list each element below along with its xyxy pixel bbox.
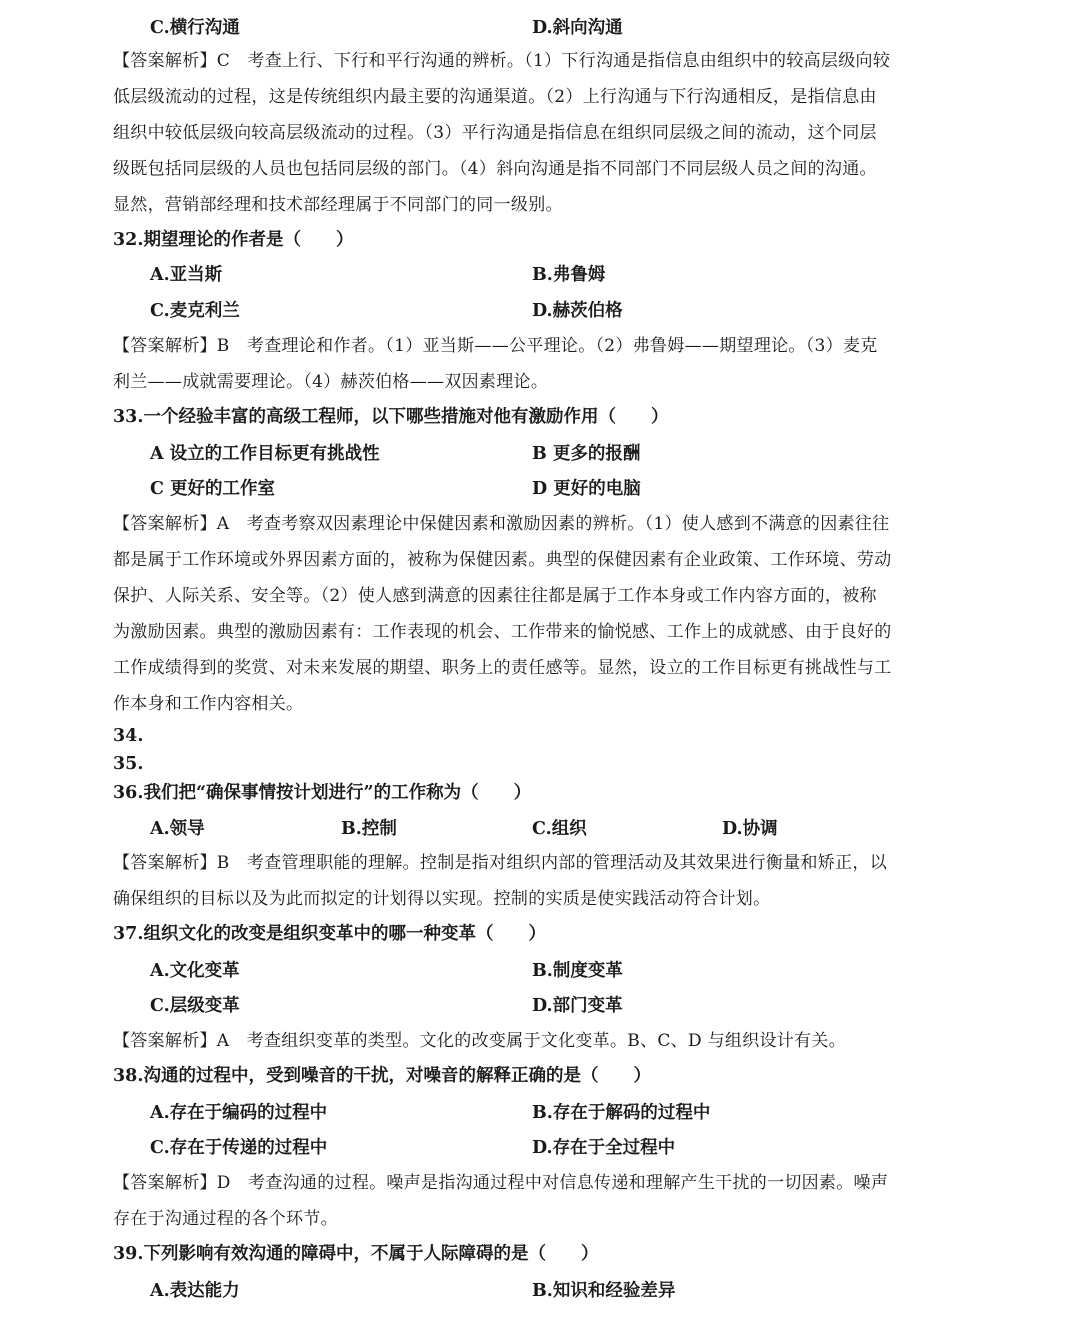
option-d: D.协调 bbox=[722, 819, 778, 839]
option-d: D.赫茨伯格 bbox=[532, 301, 623, 321]
option-b: B.知识和经验差异 bbox=[532, 1281, 676, 1301]
answer-explanation-line: 【答案解析】A 考查组织变革的类型。文化的改变属于文化变革。B、C、D 与组织设计有关。 bbox=[113, 1031, 847, 1051]
option-a: A.领导 bbox=[150, 819, 205, 839]
question-37: 37.组织文化的改变是组织变革中的哪一种变革（ ） bbox=[113, 924, 546, 944]
answer-explanation-line: 低层级流动的过程，这是传统组织内最主要的沟通渠道。（2）上行沟通与下行沟通相反，是指信息由 bbox=[113, 87, 877, 107]
answer-explanation-line: 【答案解析】B 考查理论和作者。（1）亚当斯——公平理论。（2）弗鲁姆——期望理论。（3）麦克 bbox=[113, 336, 878, 356]
option-a: A 设立的工作目标更有挑战性 bbox=[150, 444, 380, 464]
option-c: C.存在于传递的过程中 bbox=[150, 1138, 328, 1158]
option-a: A.存在于编码的过程中 bbox=[150, 1103, 328, 1123]
question-34: 34. bbox=[113, 726, 144, 746]
option-d: D.部门变革 bbox=[532, 996, 623, 1016]
option-b: B.控制 bbox=[341, 819, 397, 839]
answer-explanation-line: 组织中较低层级向较高层级流动的过程。（3）平行沟通是指信息在组织同层级之间的流动，这个同层 bbox=[113, 123, 877, 143]
option-d: D.存在于全过程中 bbox=[532, 1138, 676, 1158]
question-32: 32.期望理论的作者是（ ） bbox=[113, 230, 354, 250]
option-a: A.文化变革 bbox=[150, 961, 240, 981]
option-b: B 更多的报酬 bbox=[532, 444, 641, 464]
answer-explanation-line: 都是属于工作环境或外界因素方面的，被称为保健因素。典型的保健因素有企业政策、工作环境、劳动 bbox=[113, 550, 892, 570]
answer-explanation-line: 存在于沟通过程的各个环节。 bbox=[113, 1209, 338, 1229]
answer-explanation-line: 工作成绩得到的奖赏、对未来发展的期望、职务上的责任感等。显然，设立的工作目标更有挑战性与工 bbox=[113, 658, 892, 678]
option-c: C.横行沟通 bbox=[150, 18, 240, 38]
answer-explanation-line: 确保组织的目标以及为此而拟定的计划得以实现。控制的实质是使实践活动符合计划。 bbox=[113, 889, 771, 909]
answer-explanation-line: 【答案解析】D 考查沟通的过程。噪声是指沟通过程中对信息传递和理解产生干扰的一切因素。噪声 bbox=[113, 1173, 889, 1193]
option-c: C 更好的工作室 bbox=[150, 479, 276, 499]
option-b: B.存在于解码的过程中 bbox=[532, 1103, 711, 1123]
question-36: 36.我们把“确保事情按计划进行”的工作称为（ ） bbox=[113, 783, 532, 803]
answer-explanation-line: 利兰——成就需要理论。（4）赫茨伯格——双因素理论。 bbox=[113, 372, 549, 392]
option-c: C.组织 bbox=[532, 819, 587, 839]
answer-explanation-line: 级既包括同层级的人员也包括同层级的部门。（4）斜向沟通是指不同部门不同层级人员之间的沟通。 bbox=[113, 159, 877, 179]
question-38: 38.沟通的过程中，受到噪音的干扰，对噪音的解释正确的是（ ） bbox=[113, 1066, 651, 1086]
answer-explanation-line: 【答案解析】B 考查管理职能的理解。控制是指对组织内部的管理活动及其效果进行衡量和矫正，以 bbox=[113, 853, 887, 873]
answer-explanation-line: 显然，营销部经理和技术部经理属于不同部门的同一级别。 bbox=[113, 195, 563, 215]
option-c: C.层级变革 bbox=[150, 996, 240, 1016]
option-a: A.亚当斯 bbox=[150, 265, 223, 285]
answer-explanation-line: 为激励因素。典型的激励因素有：工作表现的机会、工作带来的愉悦感、工作上的成就感、由于良好的 bbox=[113, 622, 892, 642]
option-a: A.表达能力 bbox=[150, 1281, 240, 1301]
answer-explanation-line: 作本身和工作内容相关。 bbox=[113, 694, 304, 714]
option-d: D.斜向沟通 bbox=[532, 18, 623, 38]
answer-explanation-line: 保护、人际关系、安全等。（2）使人感到满意的因素往往都是属于工作本身或工作内容方面的，被称 bbox=[113, 586, 877, 606]
answer-explanation-line: 【答案解析】C 考查上行、下行和平行沟通的辨析。（1）下行沟通是指信息由组织中的较高层级向较 bbox=[113, 51, 891, 71]
question-35: 35. bbox=[113, 754, 144, 774]
option-c: C.麦克利兰 bbox=[150, 301, 240, 321]
option-b: B.制度变革 bbox=[532, 961, 623, 981]
question-39: 39.下列影响有效沟通的障碍中，不属于人际障碍的是（ ） bbox=[113, 1244, 599, 1264]
option-d: D 更好的电脑 bbox=[532, 479, 641, 499]
question-33: 33.一个经验丰富的高级工程师，以下哪些措施对他有激励作用（ ） bbox=[113, 407, 669, 427]
answer-explanation-line: 【答案解析】A 考查考察双因素理论中保健因素和激励因素的辨析。（1）使人感到不满意的因素往往 bbox=[113, 514, 890, 534]
option-b: B.弗鲁姆 bbox=[532, 265, 606, 285]
